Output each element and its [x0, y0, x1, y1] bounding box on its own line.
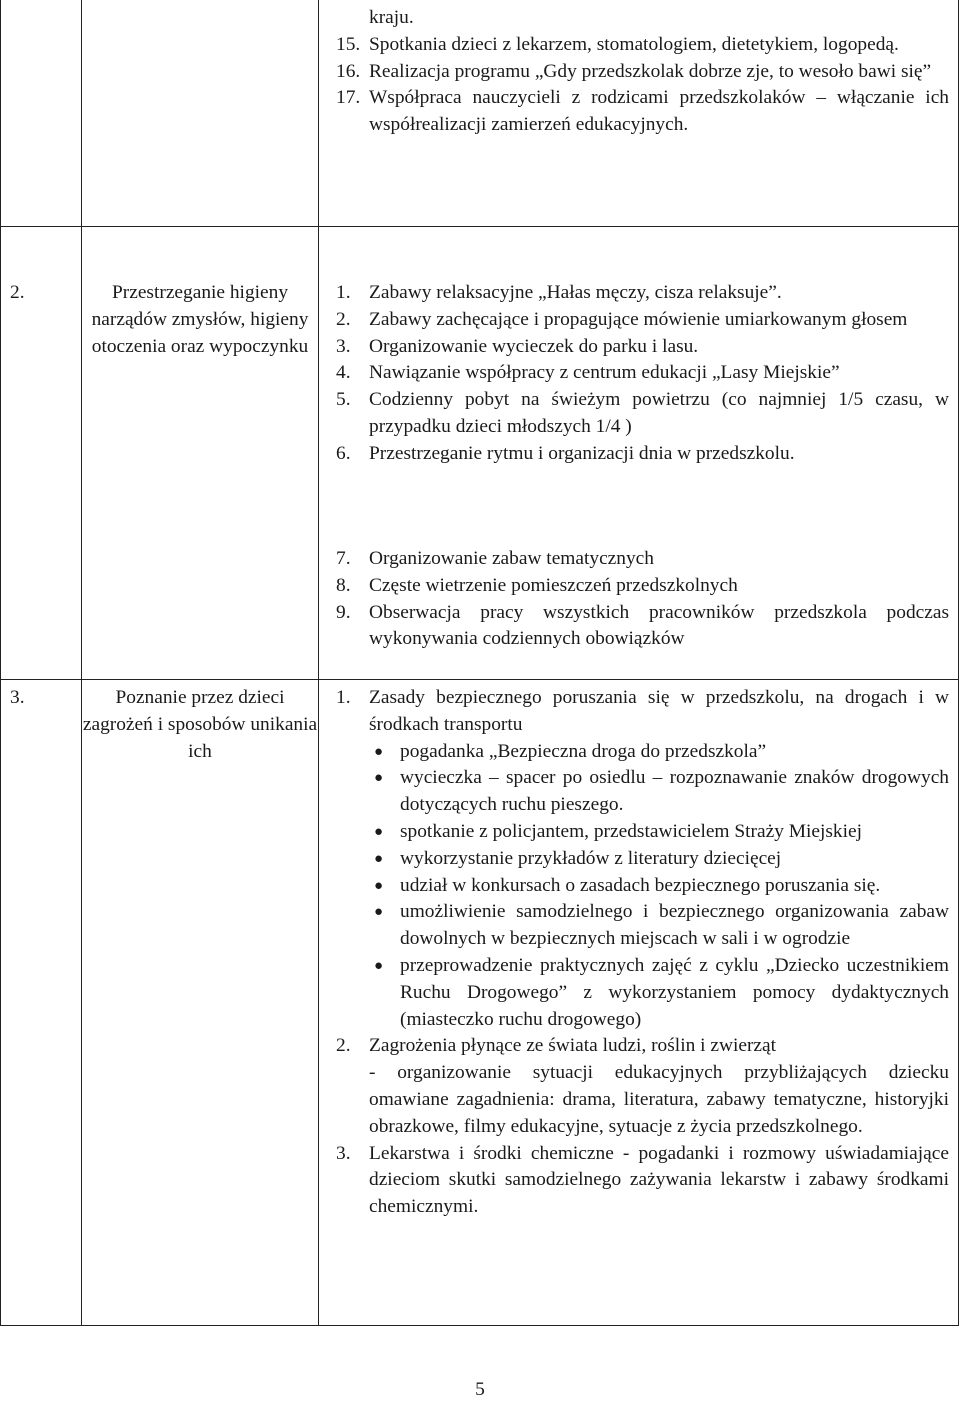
list-item: [336, 1141, 949, 1221]
bullet-icon: ●: [374, 823, 384, 840]
row2-list-b: [336, 546, 949, 653]
table-border-bottom: [0, 1325, 959, 1326]
list-item: [336, 546, 949, 573]
bullet-text: wykorzystanie przykładów z literatury dziecięcej: [400, 847, 782, 869]
list-item-number: 1.: [336, 687, 351, 708]
list-item-text: Zabawy relaksacyjne „Hałas męczy, cisza relaksuje”.: [369, 282, 782, 303]
table-border-right: [958, 0, 959, 1326]
carryover-content: [336, 5, 949, 139]
list-item-number: 8.: [336, 574, 351, 596]
list-item: [336, 387, 949, 441]
row2-content-a: [336, 280, 949, 468]
list-item-number: 17.: [336, 87, 361, 109]
bullet-icon: ●: [374, 770, 384, 787]
list-item-text: Obserwacja pracy wszystkich pracowników przedszkola podczas wykonywania codziennych obowiązków: [369, 601, 949, 650]
list-item: [336, 307, 949, 334]
list-item-number: 9.: [336, 601, 351, 623]
row3-number: 3.: [10, 687, 25, 708]
list-item-text: Częste wietrzenie pomieszczeń przedszkolnych: [369, 574, 738, 596]
bullet-item: [369, 765, 949, 819]
bullet-icon: ●: [374, 904, 384, 921]
list-item-text: Lekarstwa i środki chemiczne - pogadanki i rozmowy uświadamiające dzieciom skutki samodzielnego zażywania lekarstw i zabawy środkami chemicznymi.: [369, 1142, 949, 1218]
list-item-number: 5.: [336, 389, 351, 411]
bullet-item: [369, 899, 949, 953]
table-row-divider-2: [0, 679, 959, 680]
list-item: [336, 600, 949, 654]
list-item: [336, 59, 949, 86]
bullet-item: [369, 873, 949, 900]
row3-topic: Poznanie przez dzieci zagrożeń i sposobów unikania ich: [82, 687, 318, 762]
list-item-number: 15.: [336, 33, 361, 55]
table-divider-col2: [318, 0, 319, 1326]
page-number: 5: [475, 1379, 485, 1400]
bullet-item: [369, 739, 949, 766]
list-item-number: 2.: [336, 308, 351, 330]
bullet-icon: ●: [374, 850, 384, 867]
list-item-text: - organizowanie sytuacji edukacyjnych przybliżających dziecku omawiane zagadnienia: drama, literatura, zabawy tematyczne, historyjki obrazkowe, filmy edukacyjne, sytuacje z życia przedszkolnego.: [369, 1062, 949, 1137]
list-item-text: Organizowanie wycieczek do parku i lasu.: [369, 335, 699, 357]
bullet-item: [369, 819, 949, 846]
bullet-list-wrapper: [336, 739, 949, 1034]
list-item-text: Organizowanie zabaw tematycznych: [369, 548, 654, 569]
list-item-number: 7.: [336, 548, 351, 569]
list-item: [336, 32, 949, 59]
row3-content: [336, 685, 949, 1221]
row2-topic: Przestrzeganie higieny narządów zmysłów, higieny otoczenia oraz wypoczynku: [91, 282, 309, 357]
list-item-text: Zasady bezpiecznego poruszania się w przedszkolu, na drogach i w środkach transportu: [369, 687, 949, 735]
row2-number: 2.: [10, 282, 25, 303]
list-item-text: Nawiązanie współpracy z centrum edukacji „Lasy Miejskie”: [369, 362, 840, 384]
list-item-number: 4.: [336, 362, 351, 384]
list-item: [336, 1033, 949, 1060]
table-divider-col1: [81, 0, 82, 1326]
list-item-text: Zabawy zachęcające i propagujące mówienie umiarkowanym głosem: [369, 308, 908, 330]
row2-list-a: [336, 280, 949, 468]
carryover-first-line: kraju.: [369, 7, 414, 28]
bullet-text: wycieczka – spacer po osiedlu – rozpoznawanie znaków drogowych dotyczących ruchu pieszego.: [400, 767, 949, 816]
list-item: [336, 85, 949, 139]
table-row-divider-1: [0, 226, 959, 227]
list-item-number: 16.: [336, 60, 361, 82]
bullet-icon: ●: [374, 957, 384, 974]
list-item-text: Codzienny pobyt na świeżym powietrzu (co najmniej 1/5 czasu, w przypadku dzieci młodszych 1/4 ): [369, 389, 949, 437]
bullet-icon: ●: [374, 877, 384, 894]
bullet-text: przeprowadzenie praktycznych zajęć z cyklu „Dziecko uczestnikiem Ruchu Drogowego” z wykorzystaniem pomocy dydaktycznych (miasteczko ruchu drogowego): [400, 954, 949, 1030]
list-item: [336, 441, 949, 468]
list-item-number: 2.: [336, 1035, 351, 1057]
list-item: [336, 573, 949, 600]
list-item-number: 3.: [336, 335, 351, 357]
list-item-number: 6.: [336, 442, 351, 464]
bullet-item: [369, 953, 949, 1033]
bullet-icon: ●: [374, 743, 384, 760]
list-item: [336, 685, 949, 739]
list-item-continuation: [336, 1060, 949, 1140]
bullet-text: pogadanka „Bezpieczna droga do przedszkola”: [400, 740, 767, 762]
bullet-text: udział w konkursach o zasadach bezpiecznego poruszania się.: [400, 874, 881, 896]
bullet-item: [369, 846, 949, 873]
list-item-text: Realizacja programu „Gdy przedszkolak dobrze zje, to wesoło bawi się”: [369, 60, 932, 82]
list-item-text: Zagrożenia płynące ze świata ludzi, roślin i zwierząt: [369, 1035, 777, 1057]
list-item: [336, 334, 949, 361]
carryover-list: [336, 32, 949, 139]
list-item-number: 1.: [336, 282, 351, 303]
bullet-list: [369, 739, 949, 1034]
list-item-text: Przestrzeganie rytmu i organizacji dnia w przedszkolu.: [369, 442, 795, 464]
bullet-text: umożliwienie samodzielnego i bezpiecznego organizowania zabaw dowolnych w bezpiecznych miejscach w sali i w ogrodzie: [400, 901, 949, 950]
table-border-left: [0, 0, 1, 1326]
list-item-text: Spotkania dzieci z lekarzem, stomatologiem, dietetykiem, logopedą.: [369, 33, 899, 55]
list-item: [336, 280, 949, 307]
list-item: [336, 360, 949, 387]
list-item-text: Współpraca nauczycieli z rodzicami przedszkolaków – włączanie ich współrealizacji zamierzeń edukacyjnych.: [369, 87, 949, 136]
bullet-text: spotkanie z policjantem, przedstawicielem Straży Miejskiej: [400, 820, 862, 842]
row2-content-b: [336, 546, 949, 653]
list-item-number: 3.: [336, 1142, 351, 1164]
